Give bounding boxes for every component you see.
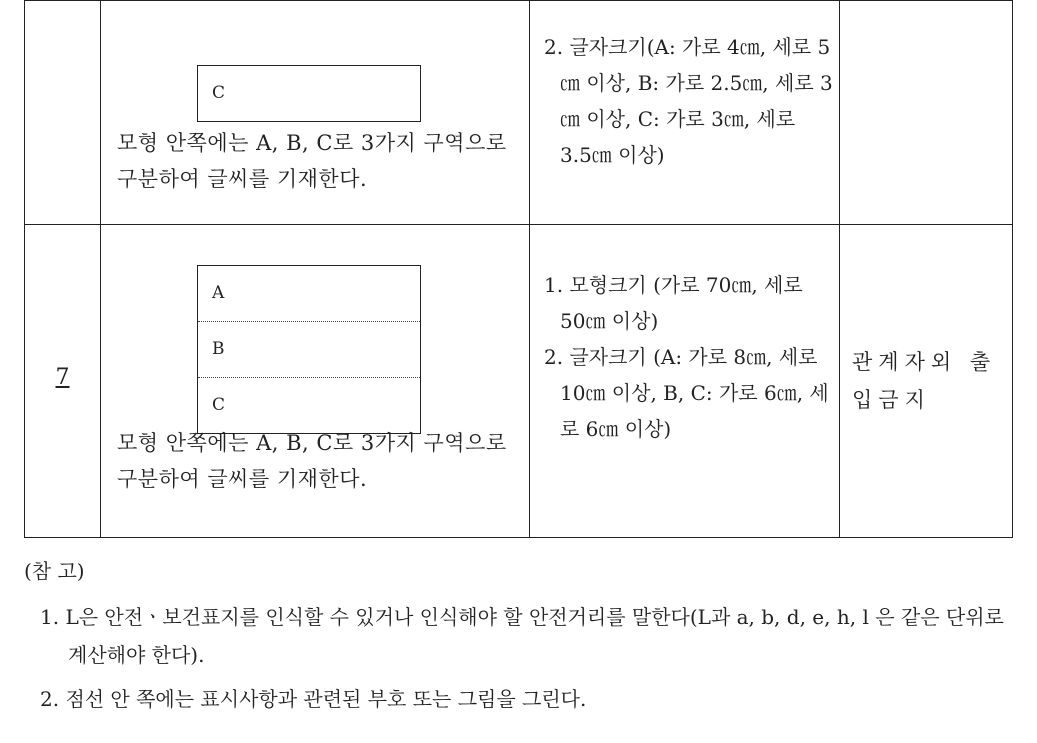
- table-row: [25, 1, 1013, 225]
- usage-text: 관계자외 출입금지: [852, 350, 997, 412]
- usage-cell: [840, 225, 1013, 538]
- row-number: 7: [55, 365, 70, 390]
- note-item: 1. L은 안전ㆍ보건표지를 인식할 수 있거나 인식해야 할 안전거리를 말한다(L과 a, b, d, e, h, l 은 같은 단위로 계산해야 한다).: [40, 605, 1004, 667]
- safety-sign-table: [24, 0, 1013, 538]
- reference-notes: [24, 556, 1014, 718]
- number-cell: [25, 1, 101, 225]
- shape-description: 모형 안쪽에는 A, B, C로 3가지 구역으로 구분하여 글씨를 기재한다.: [117, 431, 507, 491]
- zone-a-label: A: [198, 266, 420, 322]
- sign-model-box: [197, 265, 421, 434]
- note-item: 2. 점선 안 쪽에는 표시사항과 관련된 부호 또는 그림을 그린다.: [40, 687, 587, 711]
- number-cell: [25, 225, 101, 538]
- shape-cell: [101, 225, 530, 538]
- shape-cell: [101, 1, 530, 225]
- table-row: [25, 225, 1013, 538]
- sign-model-box: [197, 65, 421, 122]
- usage-cell: [840, 1, 1013, 225]
- notes-title: (참 고): [24, 559, 85, 583]
- size-cell: [530, 225, 840, 538]
- zone-c-label: C: [212, 395, 226, 415]
- zone-c-label: C: [212, 83, 226, 103]
- size-cell: [530, 1, 840, 225]
- size-item: 2. 글자크기 (A: 가로 8㎝, 세로 10㎝ 이상, B, C: 가로 6㎝, 세로 6㎝ 이상): [544, 345, 829, 441]
- size-item: 2. 글자크기(A: 가로 4㎝, 세로 5㎝ 이상, B: 가로 2.5㎝, 세로 3㎝ 이상, C: 가로 3㎝, 세로 3.5㎝ 이상): [544, 35, 833, 167]
- zone-b-label: B: [198, 322, 420, 378]
- shape-description: 모형 안쪽에는 A, B, C로 3가지 구역으로 구분하여 글씨를 기재한다.: [117, 131, 507, 191]
- size-item: 1. 모형크기 (가로 70㎝, 세로 50㎝ 이상): [544, 273, 803, 333]
